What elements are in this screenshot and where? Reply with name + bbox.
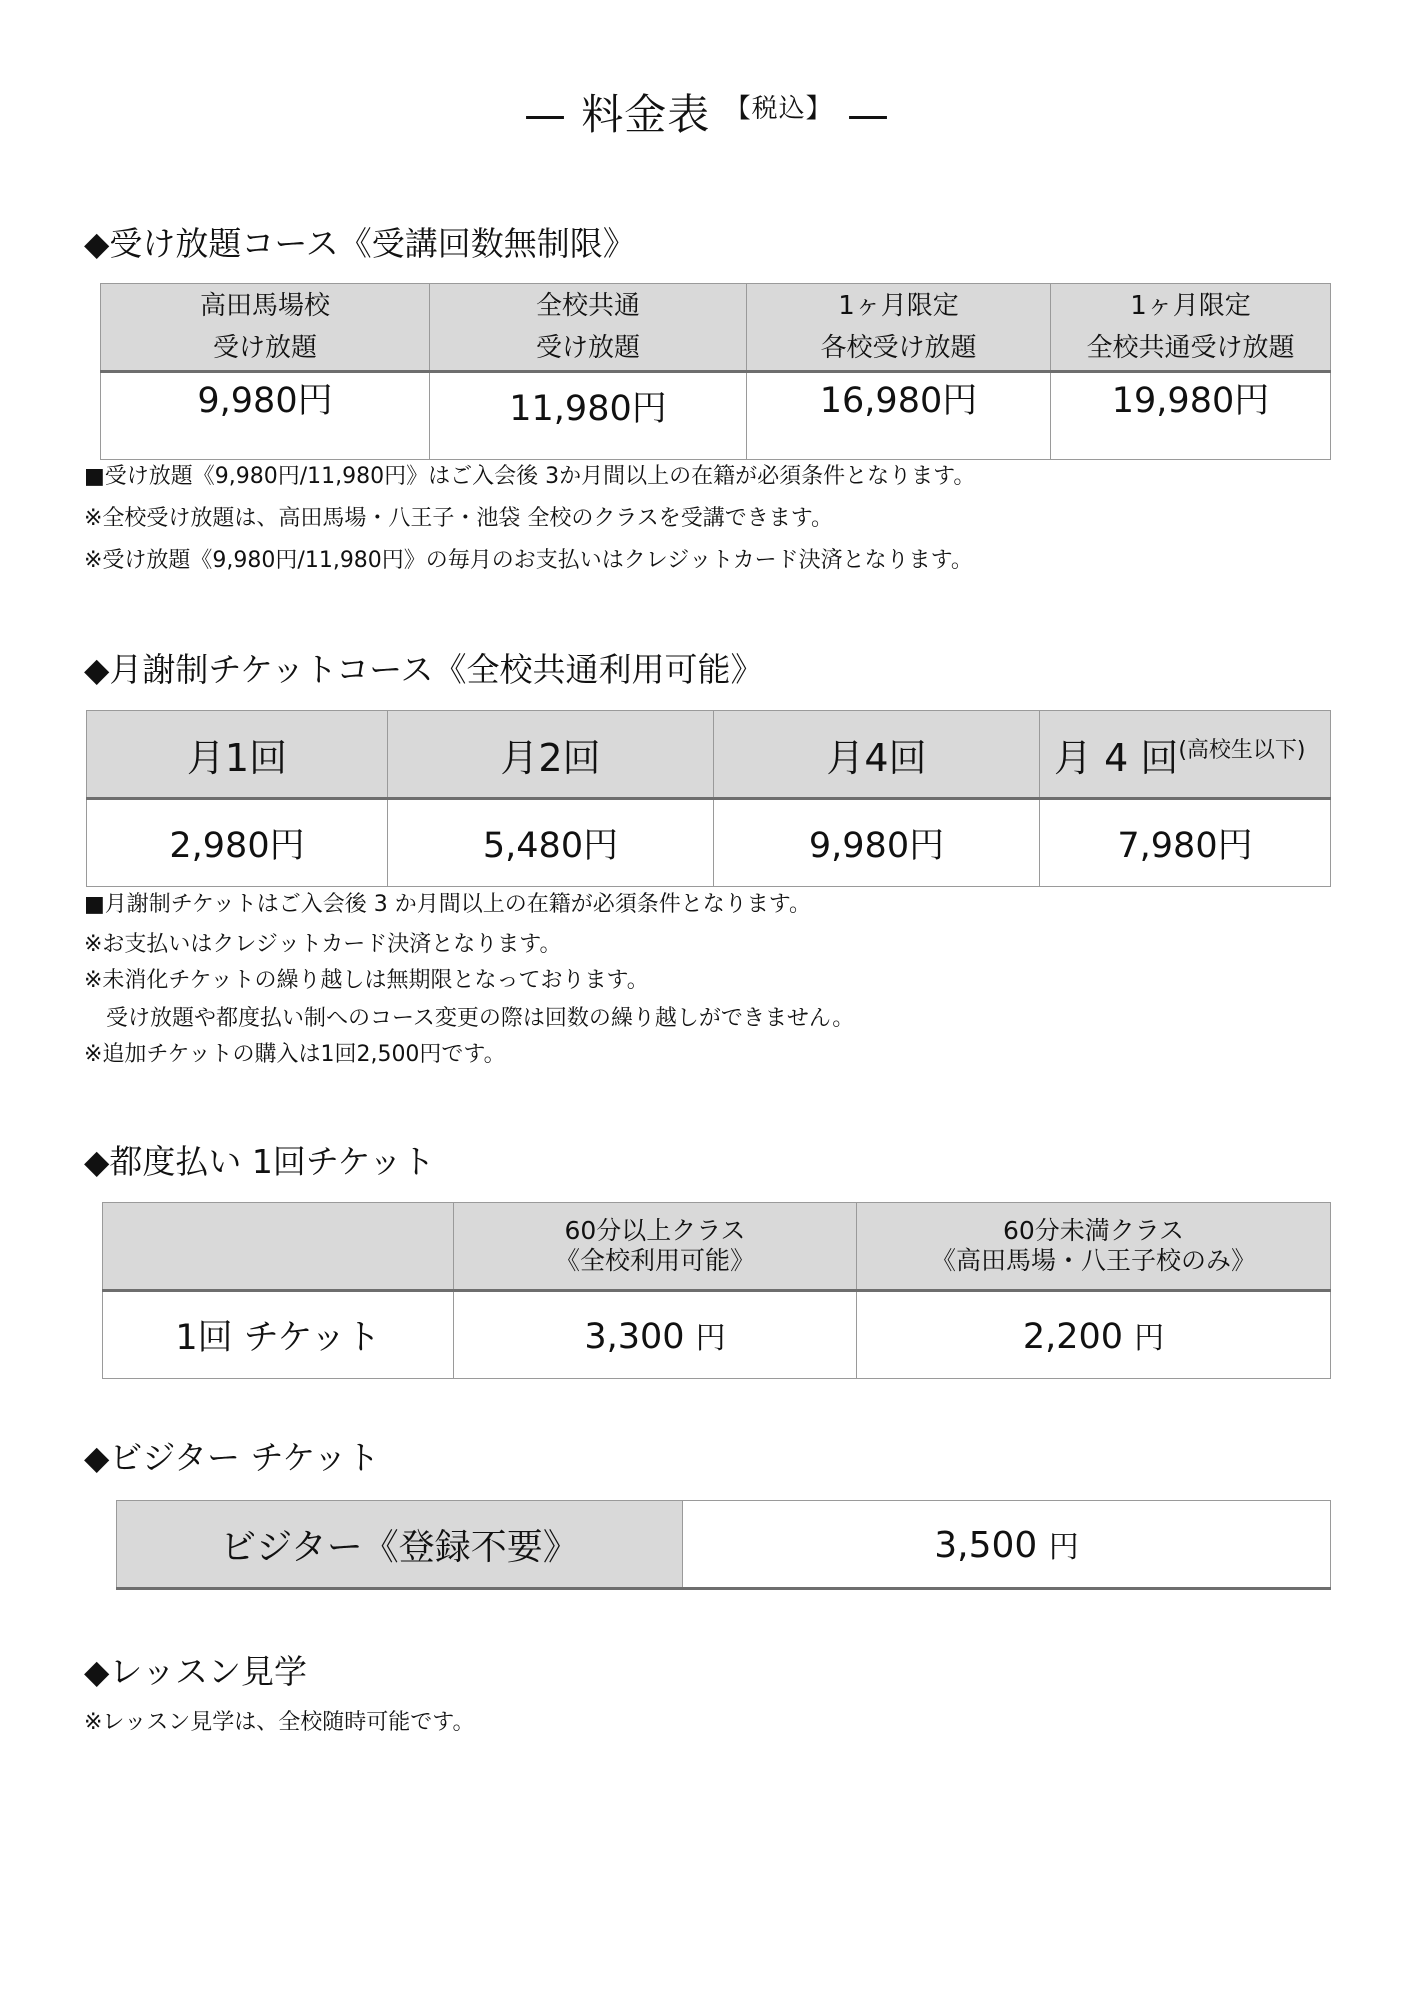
unlimited-header-cell: 高田馬場校 受け放題	[101, 284, 430, 372]
single-row-label: 1回 チケット	[103, 1291, 454, 1379]
single-price-cell: 3,300 円	[454, 1291, 857, 1379]
page-title	[0, 82, 1414, 142]
title-main: — 料金表	[523, 90, 711, 139]
unlimited-price-cell: 19,980円	[1051, 372, 1331, 460]
title-dash: —	[847, 90, 891, 139]
monthly-price-cell: 2,980円	[87, 799, 388, 887]
unlimited-header-cell: 1ヶ月限定 各校受け放題	[747, 284, 1051, 372]
monthly-header-cell: 月1回	[87, 711, 388, 799]
visitor-heading: ◆ビジター チケット	[84, 1438, 380, 1477]
single-heading: ◆都度払い 1回チケット	[84, 1142, 435, 1181]
single-price-cell: 2,200 円	[857, 1291, 1331, 1379]
monthly-header-cell: 月2回	[388, 711, 714, 799]
monthly-note: 受け放題や都度払い制へのコース変更の際は回数の繰り越しができません。	[84, 1006, 855, 1031]
unlimited-header-cell: 1ヶ月限定 全校共通受け放題	[1051, 284, 1331, 372]
tour-heading: ◆レッスン見学	[84, 1652, 308, 1691]
title-tax: 【税込】	[724, 94, 833, 124]
unlimited-note: ※受け放題《9,980円/11,980円》の毎月のお支払いはクレジットカード決済となります。	[84, 548, 973, 573]
single-header-cell: 60分以上クラス 《全校利用可能》	[454, 1203, 857, 1291]
single-table	[102, 1202, 1331, 1379]
monthly-price-cell: 9,980円	[714, 799, 1040, 887]
monthly-heading: ◆月謝制チケットコース《全校共通利用可能》	[84, 650, 764, 689]
single-header-empty	[103, 1203, 454, 1291]
monthly-header-cell: 月 4 回$^{(高校生以下)}$	[1040, 711, 1331, 799]
unlimited-price-cell: 11,980円	[430, 372, 747, 460]
visitor-table	[116, 1500, 1331, 1590]
unlimited-note: ※全校受け放題は、高田馬場・八王子・池袋 全校のクラスを受講できます。	[84, 506, 834, 531]
visitor-price-cell: 3,500 円	[683, 1501, 1331, 1589]
monthly-note: ※追加チケットの購入は1回2,500円です。	[84, 1042, 506, 1067]
tour-note: ※レッスン見学は、全校随時可能です。	[84, 1710, 475, 1735]
unlimited-table	[100, 283, 1331, 460]
unlimited-price-cell: 16,980円	[747, 372, 1051, 460]
monthly-price-cell: 7,980円	[1040, 799, 1331, 887]
monthly-table	[86, 710, 1331, 887]
unlimited-header-cell: 全校共通 受け放題	[430, 284, 747, 372]
monthly-header-cell: 月4回	[714, 711, 1040, 799]
unlimited-heading: ◆受け放題コース《受講回数無制限》	[84, 224, 636, 263]
single-header-cell: 60分未満クラス 《高田馬場・八王子校のみ》	[857, 1203, 1331, 1291]
monthly-note: ※未消化チケットの繰り越しは無期限となっております。	[84, 968, 649, 993]
visitor-label-cell: ビジター《登録不要》	[117, 1501, 683, 1589]
monthly-note: ■月謝制チケットはご入会後 3 か月間以上の在籍が必須条件となります。	[84, 892, 812, 917]
monthly-note: ※お支払いはクレジットカード決済となります。	[84, 932, 562, 957]
unlimited-note: ■受け放題《9,980円/11,980円》はご入会後 3か月間以上の在籍が必須条件となります。	[84, 464, 976, 489]
monthly-price-cell: 5,480円	[388, 799, 714, 887]
unlimited-price-cell: 9,980円	[101, 372, 430, 460]
